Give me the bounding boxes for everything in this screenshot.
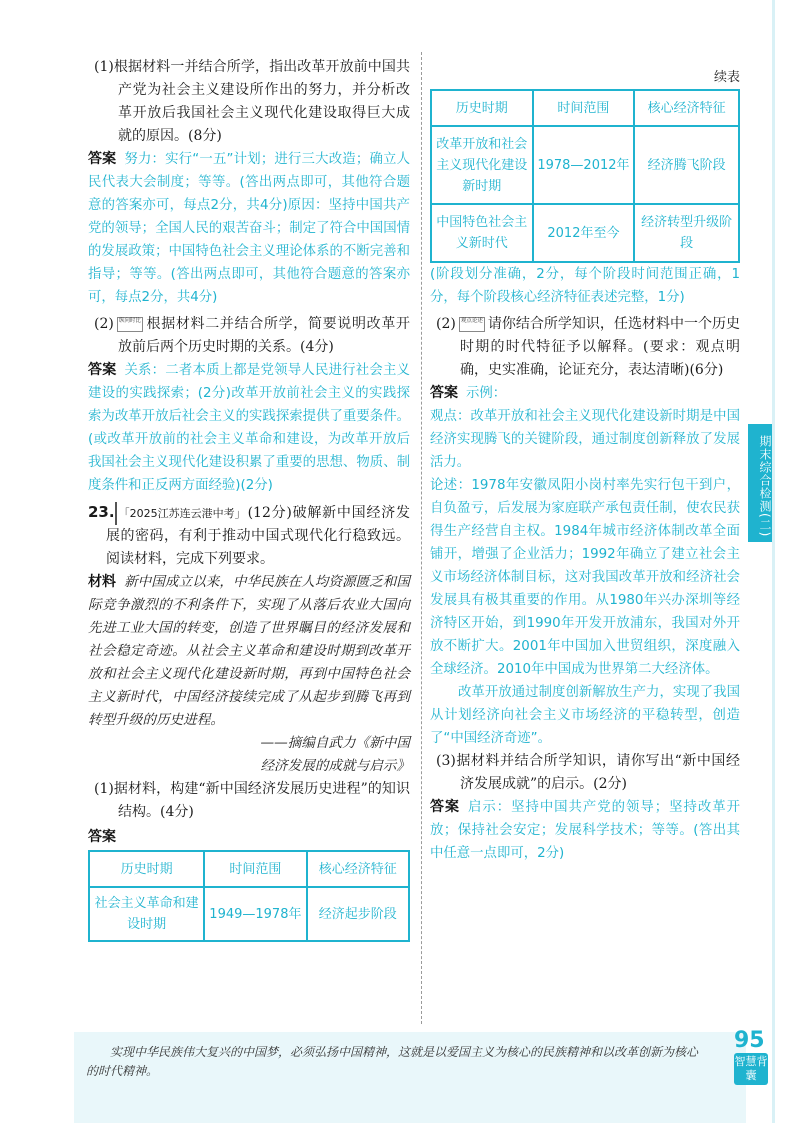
table-row [89, 887, 409, 941]
viewpoint-badge-icon: 观点论述 [459, 317, 485, 332]
page-number: 95 [734, 1028, 765, 1053]
table-row [431, 204, 739, 262]
material [88, 571, 410, 732]
table-cell: 社会主义革命和建设时期 [89, 887, 204, 941]
table-cell: 经济转型升级阶段 [634, 204, 739, 262]
question-2-text: 根据材料二并结合所学，简要说明改革开放前后两个历史时期的关系。(4分) [118, 316, 410, 355]
table-cell: 1978—2012年 [533, 126, 635, 204]
answer-23-3 [430, 796, 740, 865]
answer-label: 答案 [430, 385, 458, 401]
conclusion: 改革开放通过制度创新解放生产力，实现了我国从计划经济向社会主义市场经济的平稳转型，创造了“中国经济奇迹”。 [430, 685, 740, 746]
table-cell: 改革开放和社会主义现代化建设新时期 [431, 126, 533, 204]
scoring-note: (阶段划分准确，2分，每个阶段时间范围正确，1分，每个阶段核心经济特征表述完整，1分) [430, 267, 740, 305]
answer-2 [88, 359, 410, 497]
question-23-2-text: 请你结合所学知识，任选材料中一个历史时期的时代特征予以解释。(要求：观点明确，史实准确，论证充分，表达清晰)(6分) [460, 316, 740, 378]
answer-2-text: 关系：二者本质上都是党领导人民进行社会主义建设的实践探索；(2分)改革开放前社会主义的实践探索为改革开放后社会主义的实践探索提供了重要条件。(或改革开放前的社会主义革命和建设，为改革开放后我国社会主义现代化建设积累了重要的思想、物质、制度条件和正反两方面经验)(2分) [88, 363, 410, 493]
answer-label: 答案 [88, 829, 116, 845]
section-side-tab: 期末综合检测(二) [748, 424, 772, 542]
question-23-2 [430, 313, 740, 382]
knowledge-table [88, 850, 410, 942]
question-23 [88, 501, 410, 571]
question-2-number: (2) [436, 316, 456, 332]
left-column [88, 56, 410, 942]
answer-label: 答案 [430, 799, 460, 815]
table-header: 时间范围 [204, 851, 306, 887]
answer-1 [88, 148, 410, 309]
answer-1-text: 努力：实行“一五”计划；进行三大改造；确立人民代表大会制度；等等。(答出两点即可，其他符合题意的答案亦可，每点2分，共4分)原因：坚持中国共产党的领导；全国人民的艰苦奋斗；制定了符合中国国情的发展政策；中国特色社会主义理论体系的不断完善和指导；等等。(答出两点即可，其他符合题意的答案亦可，每点2分，共4分) [88, 152, 410, 305]
material-label: 材料 [88, 574, 117, 590]
knowledge-table-continued [430, 89, 740, 263]
footer-quote: 实现中华民族伟大复兴的中国梦，必须弘扬中国精神，这就是以爱国主义为核心的民族精神和以改革创新为核心的时代精神。 [86, 1045, 699, 1078]
question-23-3: (3)据材料并结合所学知识，请你写出“新中国经济发展成就”的启示。(2分) [436, 753, 740, 792]
table-header: 历史时期 [431, 90, 533, 126]
argument: 论述：1978年安徽凤阳小岗村率先实行包干到户，自负盈亏，后发展为家庭联产承包责任制，使农民获得生产经营自主权。1984年城市经济体制改革全面铺开，增强了企业活力；1992年确立了建立社会主义市场经济体制目标，这对我国改革开放和经济社会发展具有极其重要的作用。从1980年兴办深圳等经济特区开始，到1990年开发开放浦东，我国对外开放不断扩大。2001年中国加入世贸组织，深度融入全球经济。2010年中国成为世界第二大经济体。 [430, 478, 740, 677]
column-divider [421, 52, 422, 1024]
table-cell: 1949—1978年 [204, 887, 306, 941]
example-label: 示例： [466, 386, 507, 401]
margin-stripe [772, 0, 775, 1123]
table-header: 历史时期 [89, 851, 204, 887]
question-1: (1)根据材料一并结合所学，指出改革开放前中国共产党为社会主义建设所作出的努力，并分析改革开放后我国社会主义现代化建设取得巨大成就的原因。(8分) [94, 59, 410, 144]
question-23-number: 23. [88, 503, 115, 521]
vertical-compare-badge-icon: 纵向时比 [117, 317, 143, 332]
answer-label-table [88, 826, 410, 846]
table-cell: 2012年至今 [533, 204, 635, 262]
table-cell: 中国特色社会主义新时代 [431, 204, 533, 262]
brand-logo-icon: 智慧背囊 [734, 1053, 768, 1085]
citation-line-1: ——摘编自武力《新中国 [260, 735, 410, 751]
answer-23-3-text: 启示：坚持中国共产党的领导；坚持改革开放；保持社会安定；发展科学技术；等等。(答出其中任意一点即可，2分) [430, 800, 741, 861]
table-cell: 经济腾飞阶段 [634, 126, 739, 204]
question-2 [88, 313, 410, 359]
table-header: 核心经济特征 [634, 90, 739, 126]
question-source: 「2025江苏连云港中考」 [115, 502, 246, 525]
question-23-1: (1)据材料，构建“新中国经济发展历史进程”的知识结构。(4分) [94, 781, 410, 820]
citation-line-2: 经济发展的成就与启示》 [260, 758, 410, 774]
answer-label: 答案 [88, 362, 117, 378]
table-cell: 经济起步阶段 [307, 887, 409, 941]
viewpoint: 观点：改革开放和社会主义现代化建设新时期是中国经济实现腾飞的关键阶段，通过制度创新释放了发展活力。 [430, 409, 740, 470]
answer-label: 答案 [88, 151, 117, 167]
right-column [430, 66, 740, 865]
table-header: 核心经济特征 [307, 851, 409, 887]
answer-23-2 [430, 382, 740, 405]
table-header-row [89, 851, 409, 887]
question-23-text: (12分)破解新中国经济发展的密码，有利于推动中国式现代化行稳致远。阅读材料，完成下列要求。 [106, 505, 410, 567]
table-header-row [431, 90, 739, 126]
continued-label: 续表 [713, 70, 740, 85]
table-row [431, 126, 739, 204]
table-header: 时间范围 [533, 90, 635, 126]
material-text: 新中国成立以来，中华民族在人均资源匮乏和国际竞争激烈的不利条件下，实现了从落后农业大国向先进工业大国的转变，创造了世界瞩目的经济发展和社会稳定奇迹。从社会主义革命和建设时期到改革开放和社会主义现代化建设新时期，再到中国特色社会主义新时代，中国经济接续完成了从起步到腾飞再到转型升级的历史进程。 [88, 574, 411, 728]
question-2-number: (2) [94, 316, 114, 332]
